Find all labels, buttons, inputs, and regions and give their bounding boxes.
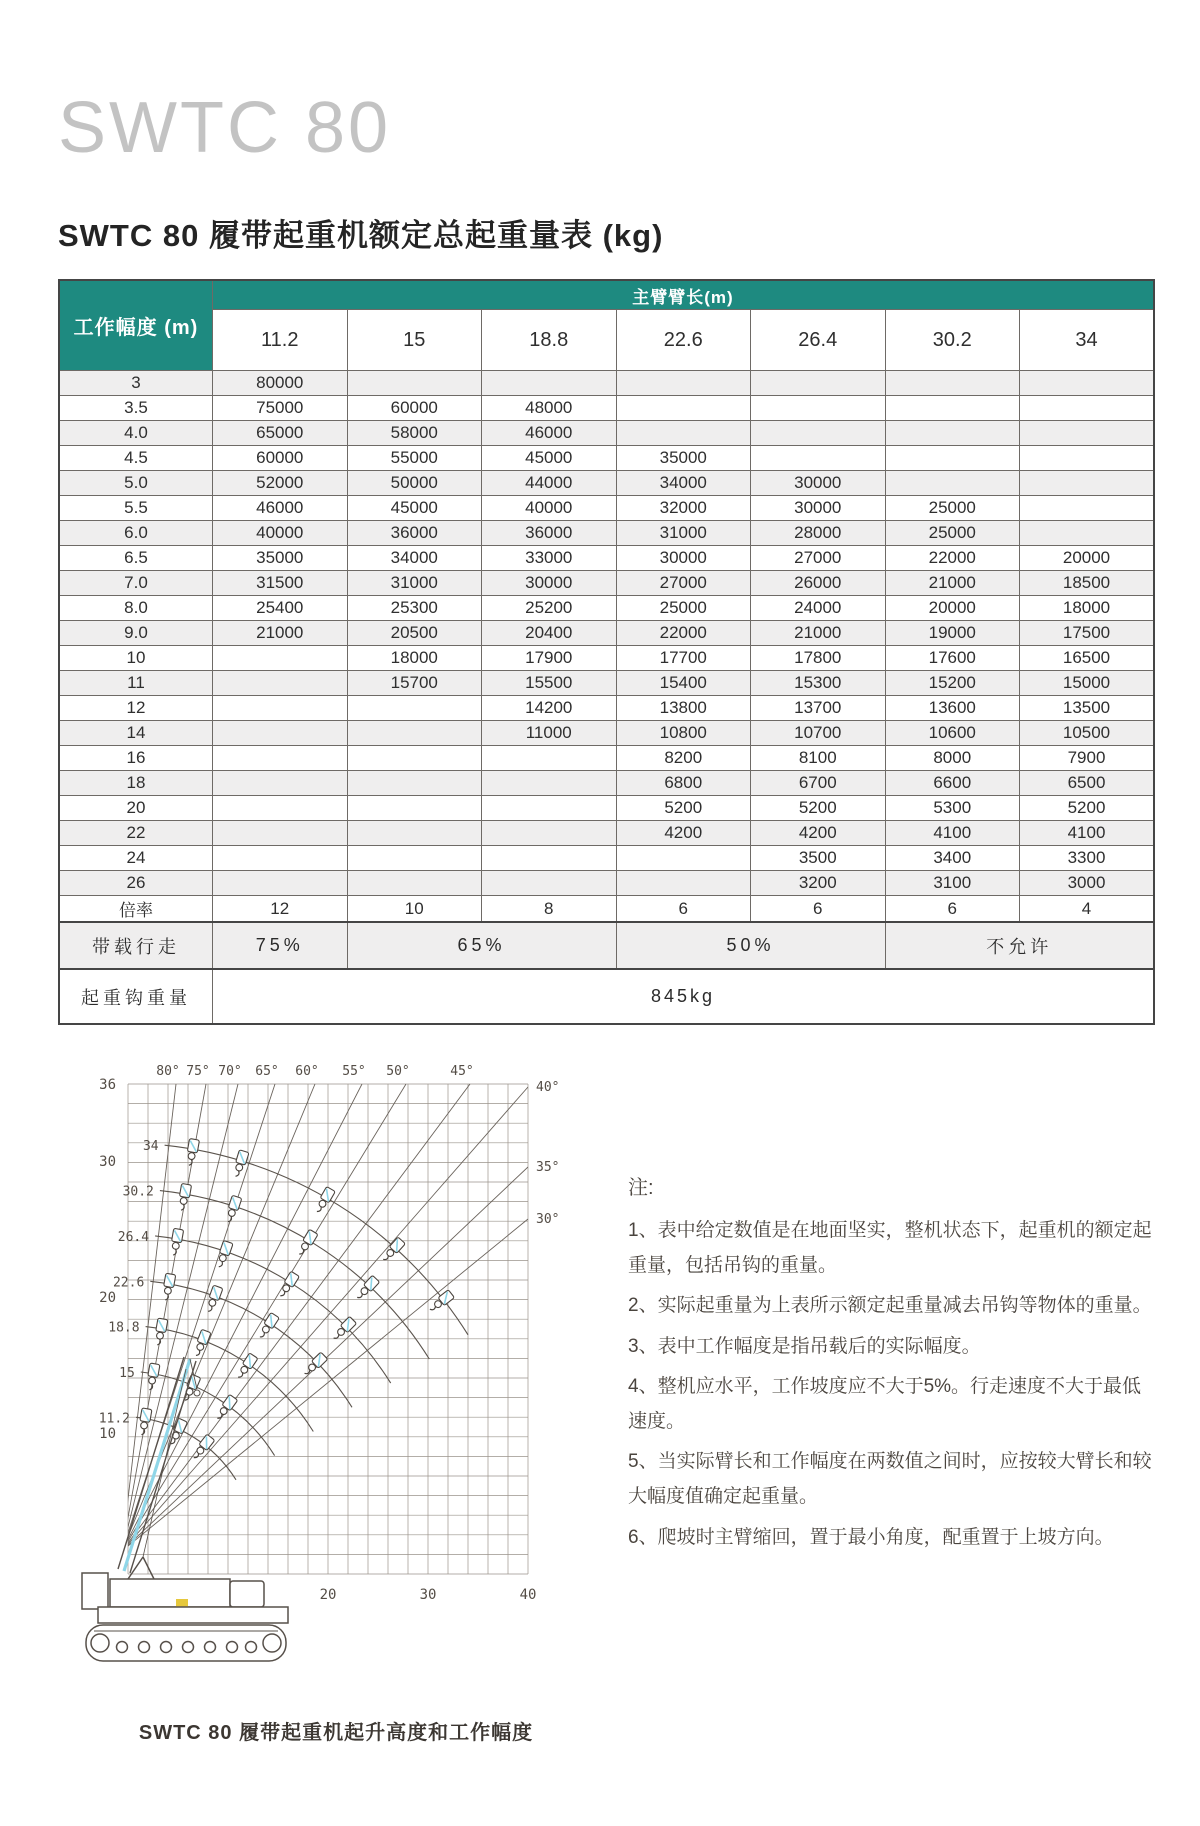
capacity-cell: 32000 bbox=[616, 496, 751, 521]
capacity-cell bbox=[347, 746, 482, 771]
capacity-cell: 25300 bbox=[347, 596, 482, 621]
table-heading: SWTC 80 履带起重机额定总起重量表 (kg) bbox=[58, 218, 664, 253]
capacity-cell bbox=[1020, 471, 1155, 496]
capacity-cell: 58000 bbox=[347, 421, 482, 446]
capacity-cell: 35000 bbox=[213, 546, 348, 571]
capacity-table-footer bbox=[59, 922, 1154, 1024]
capacity-cell: 25000 bbox=[885, 521, 1020, 546]
radius-cell: 4.5 bbox=[59, 446, 213, 471]
capacity-cell: 18000 bbox=[1020, 596, 1155, 621]
svg-text:30: 30 bbox=[99, 1154, 116, 1170]
capacity-cell bbox=[885, 446, 1020, 471]
svg-text:22.6: 22.6 bbox=[112, 1275, 145, 1291]
table-row bbox=[59, 471, 1154, 496]
capacity-cell bbox=[1020, 446, 1155, 471]
capacity-cell bbox=[751, 371, 886, 396]
svg-text:18.8: 18.8 bbox=[108, 1320, 140, 1336]
capacity-cell bbox=[482, 796, 617, 821]
boom-length-cell: 11.2 bbox=[213, 310, 348, 371]
capacity-cell: 20000 bbox=[1020, 546, 1155, 571]
capacity-cell bbox=[616, 396, 751, 421]
capacity-cell: 3000 bbox=[1020, 871, 1155, 896]
capacity-cell bbox=[482, 871, 617, 896]
table-row bbox=[59, 446, 1154, 471]
boom-angle-rays bbox=[122, 1084, 528, 1551]
capacity-cell: 21000 bbox=[885, 571, 1020, 596]
radius-cell: 5.5 bbox=[59, 496, 213, 521]
table-row bbox=[59, 821, 1154, 846]
capacity-cell bbox=[1020, 496, 1155, 521]
capacity-cell bbox=[347, 871, 482, 896]
capacity-cell: 25200 bbox=[482, 596, 617, 621]
capacity-cell: 28000 bbox=[751, 521, 886, 546]
table-row bbox=[59, 421, 1154, 446]
range-diagram bbox=[58, 1059, 614, 1709]
travel-row-value: 65% bbox=[347, 922, 616, 969]
crane-illustration bbox=[82, 1357, 288, 1661]
capacity-cell bbox=[1020, 521, 1155, 546]
svg-text:20: 20 bbox=[319, 1587, 337, 1603]
capacity-cell: 46000 bbox=[482, 421, 617, 446]
capacity-cell: 4100 bbox=[885, 821, 1020, 846]
capacity-cell: 17500 bbox=[1020, 621, 1155, 646]
svg-text:55°: 55° bbox=[342, 1064, 366, 1079]
radius-cell: 16 bbox=[59, 746, 213, 771]
capacity-cell: 36000 bbox=[482, 521, 617, 546]
capacity-cell: 8200 bbox=[616, 746, 751, 771]
capacity-cell: 3400 bbox=[885, 846, 1020, 871]
capacity-cell: 15300 bbox=[751, 671, 886, 696]
capacity-cell: 3100 bbox=[885, 871, 1020, 896]
capacity-cell: 13500 bbox=[1020, 696, 1155, 721]
svg-text:10: 10 bbox=[99, 1426, 116, 1442]
capacity-cell: 52000 bbox=[213, 471, 348, 496]
capacity-table-header bbox=[59, 280, 1154, 371]
capacity-cell: 35000 bbox=[616, 446, 751, 471]
travel-row-label: 带载行走 bbox=[59, 922, 213, 969]
capacity-cell: 55000 bbox=[347, 446, 482, 471]
capacity-cell: 36000 bbox=[347, 521, 482, 546]
capacity-cell bbox=[482, 846, 617, 871]
table-row bbox=[59, 546, 1154, 571]
capacity-cell bbox=[213, 771, 348, 796]
svg-text:36: 36 bbox=[99, 1077, 116, 1093]
capacity-cell: 48000 bbox=[482, 396, 617, 421]
capacity-cell bbox=[616, 871, 751, 896]
bottom-section bbox=[58, 1059, 1155, 1745]
capacity-cell: 6700 bbox=[751, 771, 886, 796]
hook-weight-row bbox=[59, 969, 1154, 1024]
capacity-cell bbox=[1020, 396, 1155, 421]
svg-text:45°: 45° bbox=[450, 1064, 474, 1079]
capacity-cell: 20500 bbox=[347, 621, 482, 646]
capacity-cell: 5200 bbox=[616, 796, 751, 821]
capacity-cell bbox=[482, 371, 617, 396]
capacity-cell: 13800 bbox=[616, 696, 751, 721]
radius-cell: 11 bbox=[59, 671, 213, 696]
capacity-cell: 44000 bbox=[482, 471, 617, 496]
capacity-cell bbox=[213, 671, 348, 696]
capacity-cell: 8000 bbox=[885, 746, 1020, 771]
table-row bbox=[59, 671, 1154, 696]
capacity-cell: 6 bbox=[751, 896, 886, 923]
spec-page bbox=[58, 0, 1155, 1745]
notes-title: 注: bbox=[628, 1177, 654, 1199]
capacity-cell bbox=[347, 796, 482, 821]
capacity-cell: 6500 bbox=[1020, 771, 1155, 796]
capacity-cell bbox=[213, 746, 348, 771]
capacity-cell: 60000 bbox=[213, 446, 348, 471]
svg-text:26.4: 26.4 bbox=[117, 1229, 150, 1245]
table-row bbox=[59, 771, 1154, 796]
capacity-table-body bbox=[59, 371, 1154, 923]
capacity-cell bbox=[213, 871, 348, 896]
note-item: 1、表中给定数值是在地面坚实，整机状态下，起重机的额定起重量，包括吊钩的重量。 bbox=[628, 1220, 1152, 1276]
hook-weight-value: 845kg bbox=[213, 969, 1155, 1024]
capacity-cell bbox=[482, 771, 617, 796]
svg-text:70°: 70° bbox=[218, 1064, 242, 1079]
table-row bbox=[59, 746, 1154, 771]
note-item: 5、当实际臂长和工作幅度在两数值之间时，应按较大臂长和较大幅度值确定起重量。 bbox=[628, 1451, 1152, 1508]
range-diagram-column bbox=[58, 1059, 614, 1745]
capacity-cell: 14200 bbox=[482, 696, 617, 721]
note-item: 3、表中工作幅度是指吊载后的实际幅度。 bbox=[628, 1335, 981, 1357]
capacity-cell: 30000 bbox=[482, 571, 617, 596]
travel-row-value: 75% bbox=[213, 922, 348, 969]
svg-text:40: 40 bbox=[519, 1587, 537, 1603]
capacity-cell: 6 bbox=[616, 896, 751, 923]
capacity-cell bbox=[751, 396, 886, 421]
table-row bbox=[59, 896, 1154, 923]
capacity-cell: 65000 bbox=[213, 421, 348, 446]
capacity-cell bbox=[482, 746, 617, 771]
capacity-cell: 3500 bbox=[751, 846, 886, 871]
capacity-cell bbox=[751, 421, 886, 446]
radius-cell: 24 bbox=[59, 846, 213, 871]
capacity-cell: 25000 bbox=[616, 596, 751, 621]
table-row bbox=[59, 646, 1154, 671]
radius-cell: 26 bbox=[59, 871, 213, 896]
capacity-cell: 6800 bbox=[616, 771, 751, 796]
capacity-cell: 4200 bbox=[751, 821, 886, 846]
boom-length-cell: 18.8 bbox=[482, 310, 617, 371]
svg-text:11.2: 11.2 bbox=[98, 1411, 130, 1427]
capacity-cell: 4200 bbox=[616, 821, 751, 846]
capacity-cell bbox=[347, 821, 482, 846]
capacity-cell: 60000 bbox=[347, 396, 482, 421]
capacity-cell bbox=[1020, 371, 1155, 396]
table-row bbox=[59, 521, 1154, 546]
svg-text:40°: 40° bbox=[536, 1080, 560, 1095]
capacity-cell: 10800 bbox=[616, 721, 751, 746]
radius-cell: 6.0 bbox=[59, 521, 213, 546]
radius-cell: 12 bbox=[59, 696, 213, 721]
svg-text:30: 30 bbox=[419, 1587, 437, 1603]
table-row bbox=[59, 396, 1154, 421]
table-row bbox=[59, 596, 1154, 621]
capacity-cell bbox=[616, 846, 751, 871]
capacity-cell: 40000 bbox=[482, 496, 617, 521]
capacity-cell bbox=[347, 846, 482, 871]
capacity-cell bbox=[1020, 421, 1155, 446]
capacity-cell bbox=[213, 721, 348, 746]
svg-text:34: 34 bbox=[142, 1139, 159, 1155]
radius-cell: 5.0 bbox=[59, 471, 213, 496]
capacity-cell bbox=[885, 421, 1020, 446]
capacity-cell: 80000 bbox=[213, 371, 348, 396]
capacity-cell: 31000 bbox=[616, 521, 751, 546]
diagram-caption: SWTC 80 履带起重机起升高度和工作幅度 bbox=[138, 1722, 534, 1744]
capacity-cell: 15700 bbox=[347, 671, 482, 696]
radius-header-cell: 工作幅度 (m) bbox=[59, 280, 213, 371]
capacity-cell bbox=[482, 821, 617, 846]
capacity-cell bbox=[885, 371, 1020, 396]
svg-text:35°: 35° bbox=[536, 1160, 560, 1175]
capacity-cell: 8100 bbox=[751, 746, 886, 771]
capacity-cell: 13600 bbox=[885, 696, 1020, 721]
boom-length-cell: 26.4 bbox=[751, 310, 886, 371]
capacity-table bbox=[58, 279, 1155, 1025]
capacity-cell: 5200 bbox=[1020, 796, 1155, 821]
capacity-cell: 45000 bbox=[482, 446, 617, 471]
boom-length-row bbox=[59, 310, 1154, 371]
svg-text:15: 15 bbox=[119, 1366, 135, 1381]
capacity-cell: 27000 bbox=[616, 571, 751, 596]
table-row bbox=[59, 571, 1154, 596]
svg-text:60°: 60° bbox=[295, 1064, 319, 1079]
travel-with-load-row bbox=[59, 922, 1154, 969]
svg-text:20: 20 bbox=[99, 1290, 116, 1306]
capacity-cell bbox=[885, 471, 1020, 496]
capacity-cell: 15000 bbox=[1020, 671, 1155, 696]
capacity-cell: 17600 bbox=[885, 646, 1020, 671]
radius-cell: 10 bbox=[59, 646, 213, 671]
note-item: 2、实际起重量为上表所示额定起重量减去吊钩等物体的重量。 bbox=[628, 1295, 1152, 1317]
capacity-cell bbox=[347, 721, 482, 746]
capacity-cell: 21000 bbox=[213, 621, 348, 646]
table-row bbox=[59, 496, 1154, 521]
radius-cell: 9.0 bbox=[59, 621, 213, 646]
capacity-cell bbox=[213, 696, 348, 721]
capacity-cell: 25400 bbox=[213, 596, 348, 621]
capacity-cell: 75000 bbox=[213, 396, 348, 421]
capacity-cell bbox=[751, 446, 886, 471]
note-item: 4、整机应水平，工作坡度应不大于5%。行走速度不大于最低速度。 bbox=[628, 1376, 1142, 1432]
capacity-cell: 16500 bbox=[1020, 646, 1155, 671]
capacity-cell: 20000 bbox=[885, 596, 1020, 621]
svg-text:80°: 80° bbox=[156, 1064, 180, 1079]
capacity-cell: 15200 bbox=[885, 671, 1020, 696]
travel-row-value: 50% bbox=[616, 922, 885, 969]
capacity-cell: 22000 bbox=[885, 546, 1020, 571]
capacity-cell: 26000 bbox=[751, 571, 886, 596]
capacity-cell bbox=[347, 696, 482, 721]
capacity-cell: 19000 bbox=[885, 621, 1020, 646]
table-row bbox=[59, 721, 1154, 746]
capacity-cell: 30000 bbox=[751, 496, 886, 521]
capacity-cell bbox=[347, 771, 482, 796]
boom-length-cell: 15 bbox=[347, 310, 482, 371]
page-title: SWTC 80 bbox=[58, 88, 392, 168]
table-row bbox=[59, 621, 1154, 646]
capacity-cell bbox=[347, 371, 482, 396]
capacity-cell bbox=[213, 646, 348, 671]
radius-cell: 8.0 bbox=[59, 596, 213, 621]
radius-cell: 3.5 bbox=[59, 396, 213, 421]
radius-cell: 4.0 bbox=[59, 421, 213, 446]
capacity-cell: 24000 bbox=[751, 596, 886, 621]
radius-cell: 倍率 bbox=[59, 896, 213, 923]
capacity-cell: 18500 bbox=[1020, 571, 1155, 596]
capacity-cell: 11000 bbox=[482, 721, 617, 746]
capacity-cell: 17800 bbox=[751, 646, 886, 671]
capacity-cell: 18000 bbox=[347, 646, 482, 671]
capacity-cell: 46000 bbox=[213, 496, 348, 521]
radius-cell: 18 bbox=[59, 771, 213, 796]
capacity-cell: 50000 bbox=[347, 471, 482, 496]
capacity-cell: 10500 bbox=[1020, 721, 1155, 746]
capacity-cell: 30000 bbox=[616, 546, 751, 571]
table-row bbox=[59, 796, 1154, 821]
capacity-cell: 15500 bbox=[482, 671, 617, 696]
capacity-cell: 15400 bbox=[616, 671, 751, 696]
capacity-cell: 3200 bbox=[751, 871, 886, 896]
capacity-cell: 31500 bbox=[213, 571, 348, 596]
hook-weight-label: 起重钩重量 bbox=[59, 969, 213, 1024]
radius-cell: 14 bbox=[59, 721, 213, 746]
capacity-cell bbox=[616, 371, 751, 396]
capacity-cell: 25000 bbox=[885, 496, 1020, 521]
table-row bbox=[59, 846, 1154, 871]
svg-text:50°: 50° bbox=[386, 1064, 410, 1079]
capacity-cell: 12 bbox=[213, 896, 348, 923]
capacity-cell: 22000 bbox=[616, 621, 751, 646]
capacity-cell: 34000 bbox=[347, 546, 482, 571]
capacity-cell: 34000 bbox=[616, 471, 751, 496]
capacity-cell: 45000 bbox=[347, 496, 482, 521]
capacity-cell: 13700 bbox=[751, 696, 886, 721]
table-row bbox=[59, 371, 1154, 396]
capacity-cell bbox=[213, 796, 348, 821]
capacity-cell bbox=[885, 396, 1020, 421]
capacity-cell: 31000 bbox=[347, 571, 482, 596]
capacity-cell: 10700 bbox=[751, 721, 886, 746]
radius-cell: 7.0 bbox=[59, 571, 213, 596]
radius-cell: 22 bbox=[59, 821, 213, 846]
boom-length-cell: 22.6 bbox=[616, 310, 751, 371]
capacity-cell: 7900 bbox=[1020, 746, 1155, 771]
boom-length-cell: 30.2 bbox=[885, 310, 1020, 371]
notes-panel bbox=[628, 1059, 1155, 1561]
capacity-cell bbox=[213, 846, 348, 871]
svg-text:65°: 65° bbox=[255, 1064, 279, 1079]
svg-text:30°: 30° bbox=[536, 1212, 560, 1227]
travel-row-value: 不允许 bbox=[885, 922, 1154, 969]
capacity-cell: 3300 bbox=[1020, 846, 1155, 871]
boom-length-header-cell: 主臂臂长(m) bbox=[213, 280, 1155, 310]
capacity-cell: 5300 bbox=[885, 796, 1020, 821]
capacity-cell: 40000 bbox=[213, 521, 348, 546]
capacity-cell: 8 bbox=[482, 896, 617, 923]
capacity-cell: 6600 bbox=[885, 771, 1020, 796]
radius-cell: 6.5 bbox=[59, 546, 213, 571]
capacity-cell: 30000 bbox=[751, 471, 886, 496]
capacity-cell: 4100 bbox=[1020, 821, 1155, 846]
capacity-cell bbox=[616, 421, 751, 446]
capacity-cell: 10 bbox=[347, 896, 482, 923]
table-row bbox=[59, 696, 1154, 721]
capacity-cell: 33000 bbox=[482, 546, 617, 571]
capacity-cell: 17900 bbox=[482, 646, 617, 671]
svg-text:30.2: 30.2 bbox=[122, 1184, 154, 1200]
radius-cell: 3 bbox=[59, 371, 213, 396]
capacity-cell: 4 bbox=[1020, 896, 1155, 923]
radius-cell: 20 bbox=[59, 796, 213, 821]
capacity-cell: 6 bbox=[885, 896, 1020, 923]
capacity-cell bbox=[213, 821, 348, 846]
table-row bbox=[59, 871, 1154, 896]
capacity-cell: 27000 bbox=[751, 546, 886, 571]
note-item: 6、爬坡时主臂缩回，置于最小角度，配重置于上坡方向。 bbox=[628, 1526, 1114, 1548]
capacity-cell: 21000 bbox=[751, 621, 886, 646]
capacity-cell: 17700 bbox=[616, 646, 751, 671]
capacity-cell: 20400 bbox=[482, 621, 617, 646]
capacity-cell: 10600 bbox=[885, 721, 1020, 746]
svg-text:75°: 75° bbox=[186, 1064, 210, 1079]
boom-length-cell: 34 bbox=[1020, 310, 1155, 371]
capacity-cell: 5200 bbox=[751, 796, 886, 821]
